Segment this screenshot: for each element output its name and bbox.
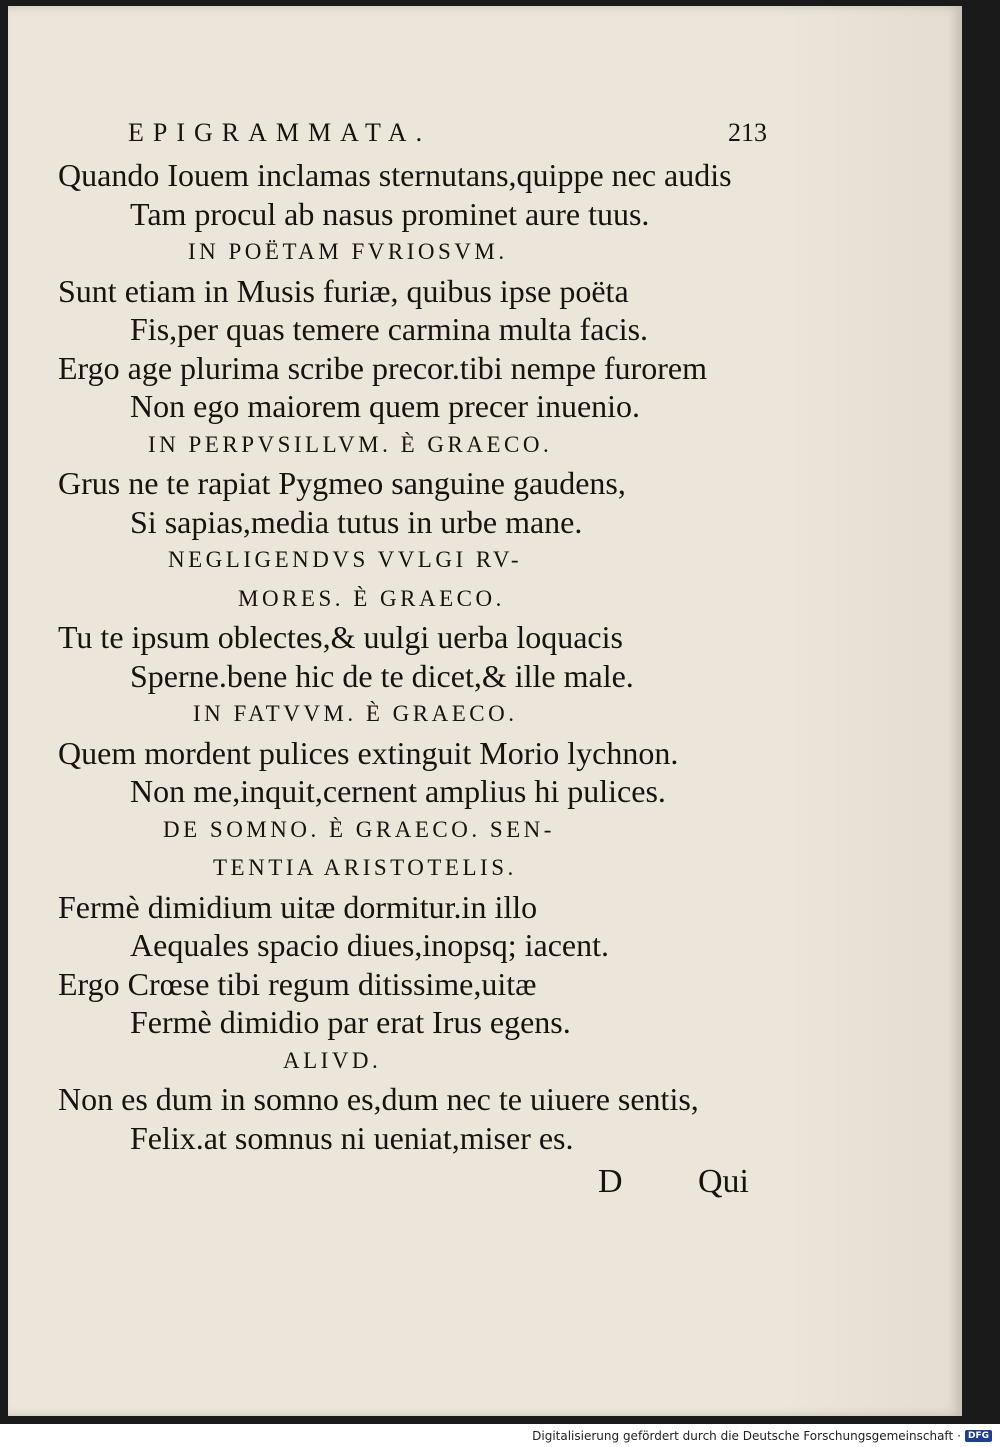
digitization-footer: Digitalisierung gefördert durch die Deutsche Forschungsgemeinschaft · DFG bbox=[532, 1429, 992, 1443]
verse-line: Aequales spacio diues,inopsq; iacent. bbox=[130, 927, 609, 963]
section-heading: ALIVD. bbox=[283, 1047, 382, 1073]
page-number: 213 bbox=[728, 118, 767, 147]
verse-line: Sunt etiam in Musis furiæ, quibus ipse poëta bbox=[58, 272, 629, 309]
verse-line: Ergo age plurima scribe precor.tibi nempe furorem bbox=[58, 349, 707, 386]
verse-line: Tu te ipsum oblectes,& uulgi uerba loquacis bbox=[58, 619, 623, 655]
verse-line: Sperne.bene hic de te dicet,& ille male. bbox=[130, 657, 634, 694]
verse-line: Fermè dimidio par erat Irus egens. bbox=[130, 1004, 571, 1040]
dfg-logo: DFG bbox=[965, 1430, 992, 1442]
section-heading: DE SOMNO. È GRAECO. SEN- bbox=[163, 816, 555, 842]
catchword: Qui bbox=[698, 1163, 749, 1200]
section-heading: TENTIA ARISTOTELIS. bbox=[213, 855, 517, 880]
verse-line: Non ego maiorem quem precer inuenio. bbox=[130, 388, 641, 424]
section-heading: IN POËTAM FVRIOSVM. bbox=[188, 239, 508, 264]
verse-line: Grus ne te rapiat Pygmeo sanguine gaudens, bbox=[58, 465, 626, 501]
body-text bbox=[58, 156, 818, 1157]
verse-line: Si sapias,media tutus in urbe mane. bbox=[130, 503, 583, 540]
section-heading: NEGLIGENDVS VVLGI RV- bbox=[168, 547, 523, 572]
section-heading: IN PERPVSILLVM. È GRAECO. bbox=[148, 431, 553, 457]
section-heading: IN FATVVM. È GRAECO. bbox=[193, 701, 518, 726]
verse-line: Felix.at somnus ni ueniat,miser es. bbox=[130, 1119, 574, 1156]
verse-line: Quando Iouem inclamas sternutans,quippe nec audis bbox=[58, 157, 732, 193]
catchwords-line bbox=[58, 1163, 818, 1213]
running-head bbox=[58, 106, 818, 156]
verse-line: Tam procul ab nasus prominet aure tuus. bbox=[130, 195, 650, 232]
section-heading: MORES. È GRAECO. bbox=[238, 585, 505, 611]
text-block bbox=[58, 106, 818, 1213]
verse-line: Non me,inquit,cernent amplius hi pulices. bbox=[130, 773, 666, 809]
footer-credit: Digitalisierung gefördert durch die Deutsche Forschungsgemeinschaft bbox=[532, 1429, 954, 1443]
verse-line: Quem mordent pulices extinguit Morio lychnon. bbox=[58, 734, 679, 771]
verse-line: Non es dum in somno es,dum nec te uiuere sentis, bbox=[58, 1081, 699, 1117]
book-page bbox=[8, 6, 962, 1416]
verse-line: Fis,per quas temere carmina multa facis. bbox=[130, 311, 649, 347]
verse-line: Ergo Crœse tibi regum ditissime,uitæ bbox=[58, 965, 537, 1002]
running-head-title: EPIGRAMMATA. bbox=[128, 118, 432, 147]
verse-line: Fermè dimidium uitæ dormitur.in illo bbox=[58, 888, 538, 925]
signature-mark: D bbox=[598, 1163, 623, 1200]
